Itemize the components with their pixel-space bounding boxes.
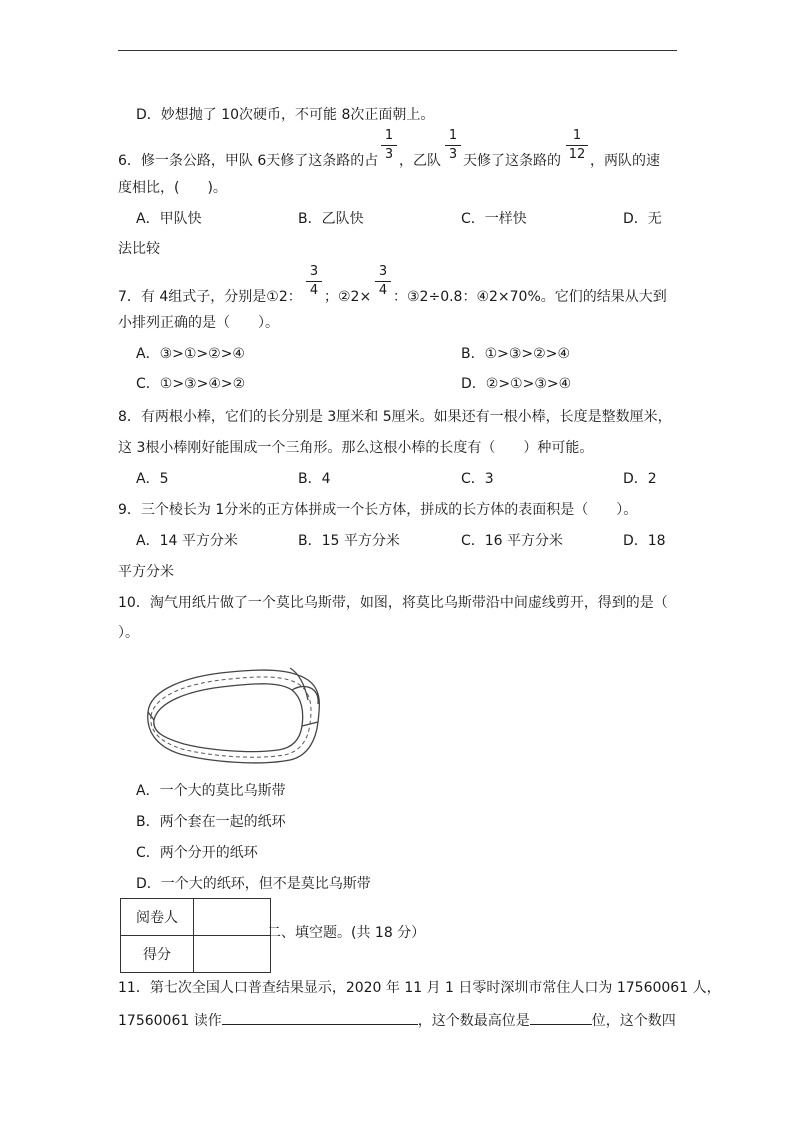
q11-line-2: 17560061 读作 ，这个数最高位是 位，这个数四: [118, 1013, 676, 1029]
q6-option-d: D．无: [623, 211, 662, 227]
q8-option-d: D．2: [623, 471, 657, 487]
q8-option-a: A．5: [136, 471, 169, 487]
q6-text-d: ，两队的速: [590, 153, 660, 169]
q6-fraction-1: 1 3: [381, 129, 397, 162]
q7-text-b: ；②2×: [324, 289, 372, 305]
q6-option-b: B．乙队快: [298, 211, 364, 227]
q11-blank-reading[interactable]: [222, 1024, 418, 1025]
q7-fraction-2: 3 4: [375, 265, 391, 298]
grader-cell[interactable]: [194, 899, 271, 936]
q9-option-d-wrap: 平方分米: [118, 564, 174, 580]
header-rule: [118, 50, 677, 51]
q7-line-2: 小排列正确的是（ ）。: [118, 315, 279, 331]
score-label: 得分: [121, 936, 194, 973]
q6-line-2: 度相比，( )。: [118, 180, 227, 196]
q6-option-a: A．甲队快: [136, 211, 202, 227]
q8-line-1: 8．有两根小棒，它们的长分别是 3厘米和 5厘米。如果还有一根小棒，长度是整数厘米，: [118, 409, 672, 425]
score-cell[interactable]: [194, 936, 271, 973]
q10-option-b: B．两个套在一起的纸环: [136, 814, 286, 830]
q7-text-a: 7．有 4组式子，分别是①2：: [118, 289, 302, 305]
q11-blank-highest-place[interactable]: [530, 1024, 592, 1025]
q6-text-b: ，乙队: [399, 153, 441, 169]
score-table: [120, 898, 271, 973]
mobius-strip-figure: [140, 660, 330, 768]
q5-option-d: D．妙想抛了 10次硬币，不可能 8次正面朝上。: [136, 107, 435, 123]
grader-label: 阅卷人: [121, 899, 194, 936]
q7-fraction-1: 3 4: [306, 265, 322, 298]
q9-option-d: D．18: [623, 533, 666, 549]
q7-option-c: C．①>③>④>②: [136, 376, 246, 392]
q9-line-1: 9．三个棱长为 1分米的正方体拼成一个长方体，拼成的长方体的表面积是（ ）。: [118, 502, 638, 518]
q9-option-a: A．14 平方分米: [136, 533, 238, 549]
q8-option-b: B．4: [298, 471, 331, 487]
q9-option-b: B．15 平方分米: [298, 533, 400, 549]
q9-option-c: C．16 平方分米: [461, 533, 564, 549]
q6-fraction-3: 1 12: [566, 129, 588, 162]
q8-line-2: 这 3根小棒刚好能围成一个三角形。那么这根小棒的长度有（ ）种可能。: [118, 440, 594, 456]
q7-option-b: B．①>③>②>④: [461, 346, 570, 362]
q10-option-d: D．一个大的纸环，但不是莫比乌斯带: [136, 876, 371, 892]
q10-line-2: ）。: [118, 625, 139, 641]
q7-text-c: ：③2÷0.8：④2×70%。它们的结果从大到: [393, 289, 667, 305]
q6-text-c: 天修了这条路的: [463, 153, 561, 169]
q6-text-a: 6．修一条公路，甲队 6天修了这条路的占: [118, 153, 379, 169]
q6-option-c: C．一样快: [461, 211, 527, 227]
q7-option-d: D．②>①>③>④: [461, 376, 572, 392]
section-2-heading: 二、填空题。(共 18 分）: [267, 925, 426, 941]
q10-option-c: C．两个分开的纸环: [136, 845, 258, 861]
q7-option-a: A．③>①>②>④: [136, 346, 245, 362]
q10-line-1: 10．淘气用纸片做了一个莫比乌斯带，如图，将莫比乌斯带沿中间虚线剪开，得到的是（: [118, 595, 668, 611]
q11-line-1: 11．第七次全国人口普查结果显示，2020 年 11 月 1 日零时深圳市常住人口为 17560061 人，: [118, 980, 721, 996]
q6-fraction-2: 1 3: [445, 129, 461, 162]
q8-option-c: C．3: [461, 471, 494, 487]
q10-option-a: A．一个大的莫比乌斯带: [136, 783, 286, 799]
q6-option-d-wrap: 法比较: [118, 241, 160, 257]
